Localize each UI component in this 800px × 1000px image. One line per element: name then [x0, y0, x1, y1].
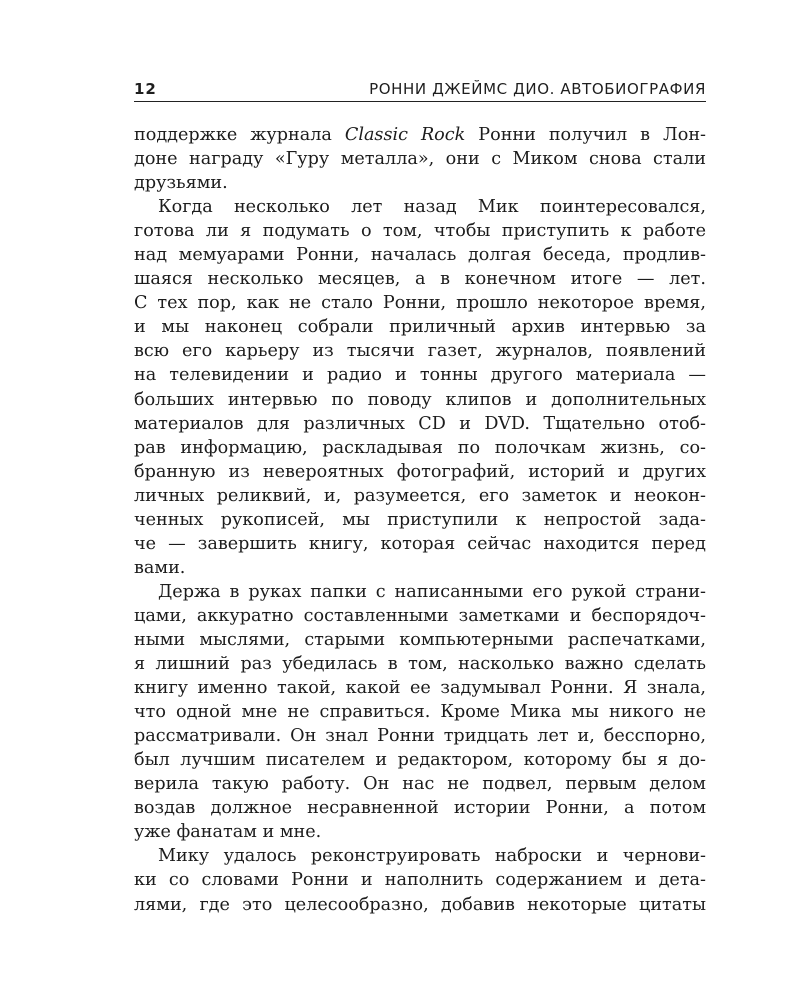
text-line: доне награду «Гуру металла», они с Миком снова стали	[134, 149, 706, 170]
text-line: был лучшим писателем и редактором, которому бы я до-	[134, 750, 706, 771]
text-line: поддержке журнала Classic Rock Ронни получил в Лон-	[134, 125, 706, 145]
text-line: Держа в руках папки с написанными его рукой страни-	[158, 581, 706, 602]
text-line: Мику удалось реконструировать наброски и чернови-	[158, 846, 706, 867]
text-line: лями, где это целесообразно, добавив некоторые цитаты	[134, 894, 706, 915]
text-line: над мемуарами Ронни, началась долгая беседа, продлив-	[134, 245, 706, 266]
text-line: вами.	[134, 557, 186, 578]
text-line: шаяся несколько месяцев, а в конечном итоге — лет.	[134, 269, 706, 290]
running-title: РОННИ ДЖЕЙМС ДИО. АВТОБИОГРАФИЯ	[369, 80, 706, 98]
text-line: что одной мне не справиться. Кроме Мика мы никого не	[134, 702, 706, 723]
text-line: ченных рукописей, мы приступили к непростой зада-	[134, 509, 706, 530]
text-line: уже фанатам и мне.	[134, 822, 322, 843]
body-text	[134, 123, 706, 917]
text-line: книгу именно такой, какой ее задумывал Ронни. Я знала,	[134, 678, 706, 699]
magazine-title: Classic Rock	[344, 125, 466, 145]
text-line: ными мыслями, старыми компьютерными распечатками,	[134, 629, 706, 650]
text-line: Когда несколько лет назад Мик поинтересовался,	[158, 197, 706, 218]
text-line: че — завершить книгу, которая сейчас находится перед	[134, 533, 706, 554]
text-line: цами, аккуратно составленными заметками и беспорядоч-	[134, 605, 706, 626]
header-rule	[134, 101, 706, 102]
text-line: я лишний раз убедилась в том, насколько важно сделать	[134, 654, 706, 675]
text-line: ки со словами Ронни и наполнить содержанием и дета-	[134, 870, 706, 891]
text-line: больших интервью по поводу клипов и дополнительных	[134, 389, 706, 410]
text-line: на телевидении и радио и тонны другого материала —	[134, 365, 706, 386]
running-header	[134, 78, 706, 100]
text-line: материалов для различных CD и DVD. Тщательно отоб-	[134, 413, 706, 434]
text-line: рассматривали. Он знал Ронни тридцать лет и, бесспорно,	[134, 726, 706, 747]
text-line: готова ли я подумать о том, чтобы приступить к работе	[134, 221, 706, 242]
text-line: С тех пор, как не стало Ронни, прошло некоторое время,	[134, 293, 706, 314]
text-line: всю его карьеру из тысячи газет, журналов, появлений	[134, 341, 706, 362]
text-line: воздав должное несравненной истории Ронни, а потом	[134, 798, 706, 819]
page-number: 12	[134, 80, 157, 98]
text-line: друзьями.	[134, 173, 228, 194]
text-line: бранную из невероятных фотографий, историй и других	[134, 461, 706, 482]
text-line: личных реликвий, и, разумеется, его заметок и неокон-	[134, 485, 706, 506]
text-line: верила такую работу. Он нас не подвел, первым делом	[134, 774, 706, 795]
text-line: рав информацию, раскладывая по полочкам жизнь, со-	[134, 437, 706, 458]
text-line: и мы наконец собрали приличный архив интервью за	[134, 317, 706, 338]
